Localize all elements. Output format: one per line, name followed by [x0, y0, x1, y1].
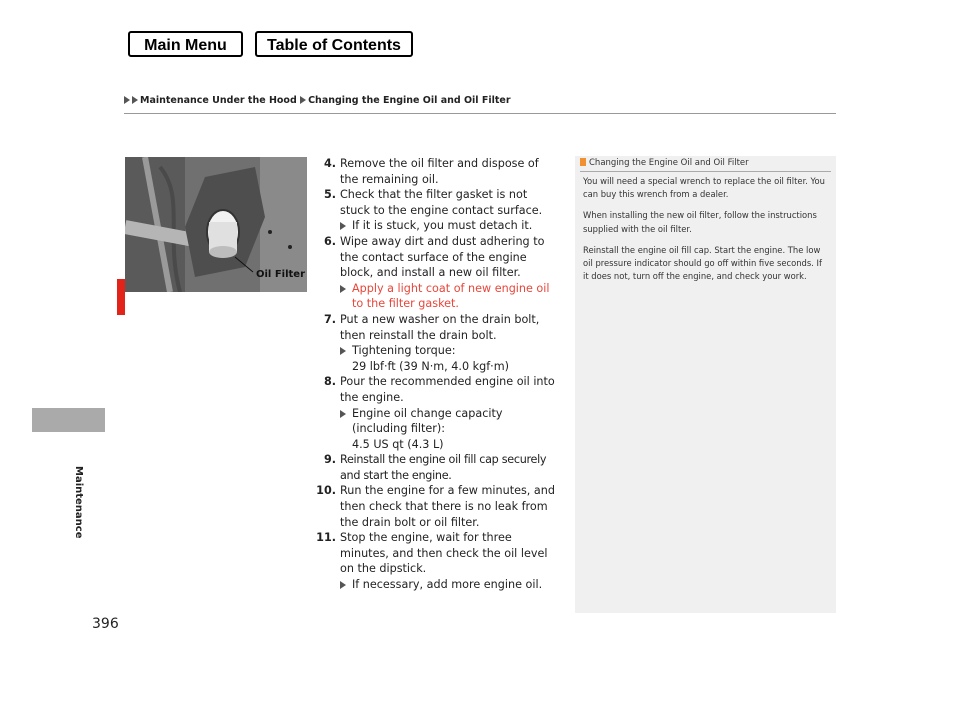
step-4 — [310, 156, 560, 187]
arrow-icon — [340, 285, 346, 293]
step-text: Reinstall the engine oil fill cap securely and start the engine. — [340, 453, 547, 482]
arrow-icon — [300, 96, 306, 104]
section-label: Maintenance — [73, 466, 84, 539]
step-8 — [310, 374, 560, 452]
step-substep: If necessary, add more engine oil. — [340, 577, 560, 593]
step-text: Check that the filter gasket is not stuck to the engine contact surface. — [340, 188, 543, 217]
breadcrumb-parent[interactable]: Maintenance Under the Hood — [140, 95, 297, 106]
step-text: Remove the oil filter and dispose of the remaining oil. — [340, 157, 539, 186]
note-paragraph: Reinstall the engine oil fill cap. Start the engine. The low oil pressure indicator should go off within five seconds. If it does not, turn off the engine, and check your work. — [583, 244, 822, 282]
capacity-value: 4.5 US qt (4.3 L) — [352, 437, 444, 451]
side-note — [575, 156, 836, 613]
breadcrumb — [124, 95, 511, 106]
oil-filter-illustration — [125, 157, 307, 292]
step-text: Pour the recommended engine oil into the engine. — [340, 375, 555, 404]
step-text: Wipe away dirt and dust adhering to the contact surface of the engine block, and install a new oil filter. — [340, 234, 545, 280]
page-number: 396 — [92, 616, 119, 632]
note-title: Changing the Engine Oil and Oil Filter — [580, 158, 749, 168]
table-of-contents-button[interactable]: Table of Contents — [255, 31, 413, 57]
note-body — [583, 175, 829, 291]
step-text: Put a new washer on the drain bolt, then reinstall the drain bolt. — [340, 312, 540, 342]
figure-label: Oil Filter — [256, 269, 306, 280]
section-tab[interactable] — [32, 408, 105, 432]
step-number: 4. — [323, 157, 336, 170]
note-marker-icon — [580, 158, 586, 166]
step-number: 6. — [323, 234, 336, 248]
note-paragraph: When installing the new oil filter, follow the instructions supplied with the oil filter. — [583, 210, 817, 234]
step-substep: If it is stuck, you must detach it. — [340, 218, 560, 234]
arrow-icon — [340, 347, 346, 355]
note-divider — [580, 171, 831, 172]
arrow-icon — [124, 96, 130, 104]
breadcrumb-current: Changing the Engine Oil and Oil Filter — [308, 95, 511, 106]
section-marker — [117, 279, 125, 315]
main-menu-button[interactable]: Main Menu — [128, 31, 243, 57]
arrow-icon — [340, 581, 346, 589]
step-text: Stop the engine, wait for three minutes, and then check the oil level on the dipstick. — [340, 531, 548, 576]
header-divider — [124, 113, 836, 114]
step-number: 10. — [316, 484, 336, 498]
step-7 — [310, 312, 560, 374]
step-number: 9. — [323, 453, 336, 467]
arrow-icon — [340, 410, 346, 418]
note-paragraph: You will need a special wrench to replace the oil filter. You can buy this wrench from a dealer. — [583, 176, 825, 200]
step-9 — [310, 452, 560, 483]
step-11 — [310, 530, 560, 592]
step-5 — [310, 187, 560, 234]
arrow-icon — [132, 96, 138, 104]
torque-value: 29 lbf·ft (39 N·m, 4.0 kgf·m) — [352, 359, 509, 373]
step-substep: Engine oil change capacity (including filter): 4.5 US qt (4.3 L) — [340, 406, 560, 453]
step-10 — [310, 483, 560, 530]
procedure-steps — [310, 156, 560, 593]
step-substep: Tightening torque: 29 lbf·ft (39 N·m, 4.0 kgf·m) — [340, 343, 560, 374]
step-text: Run the engine for a few minutes, and then check that there is no leak from the drain bolt or oil filter. — [340, 484, 555, 529]
step-number: 8. — [323, 375, 336, 389]
step-6 — [310, 234, 560, 312]
step-number: 5. — [323, 188, 336, 202]
arrow-icon — [340, 222, 346, 230]
step-number: 7. — [323, 312, 336, 326]
step-substep-link[interactable]: Apply a light coat of new engine oil to the filter gasket. — [340, 281, 560, 312]
step-number: 11. — [316, 531, 336, 545]
